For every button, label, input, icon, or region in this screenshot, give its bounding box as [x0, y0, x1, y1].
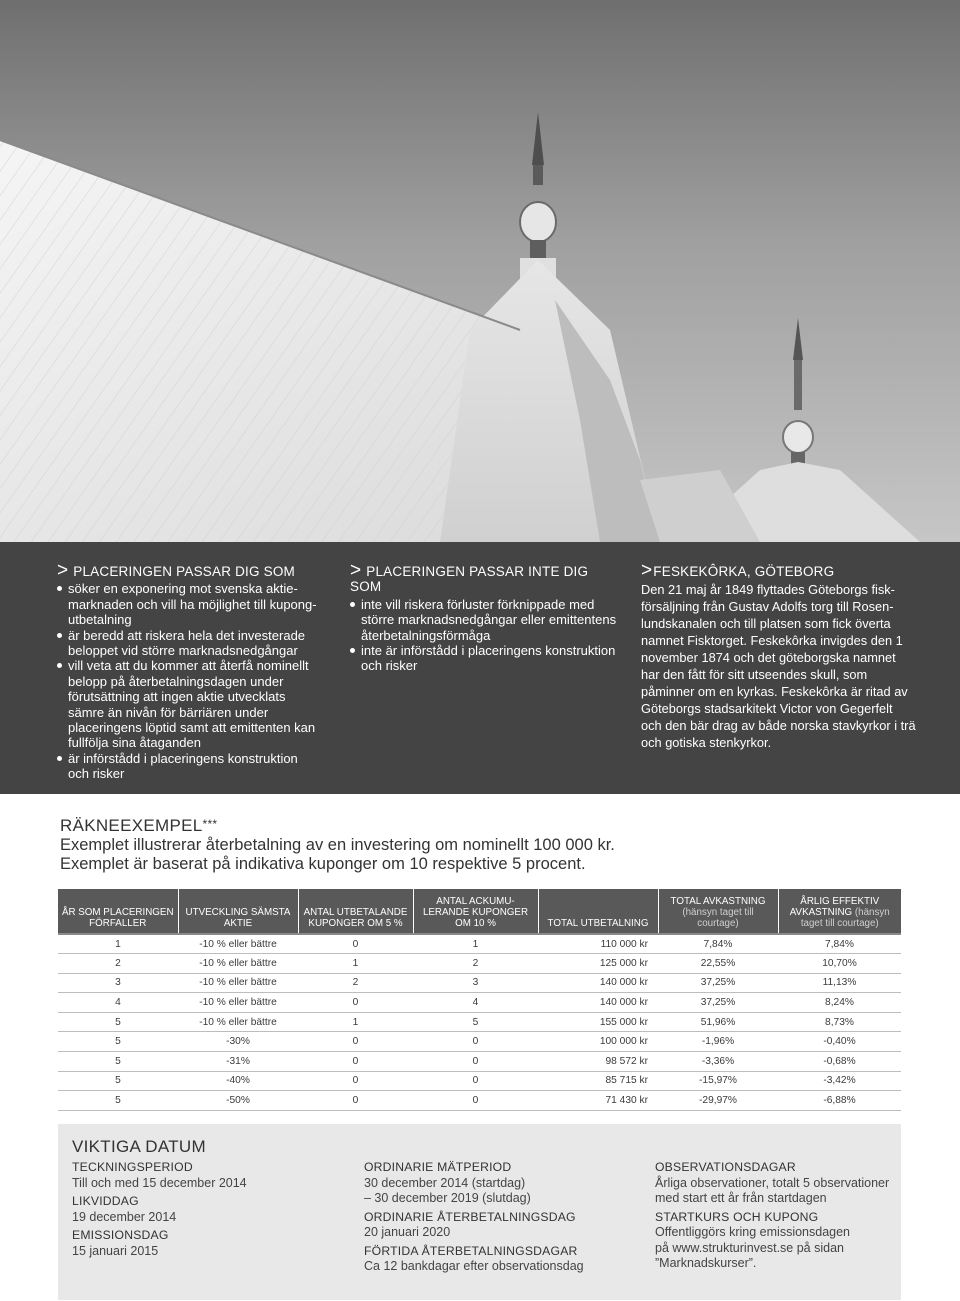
- table-cell: 0: [413, 1071, 538, 1091]
- table-cell: -10 % eller bättre: [178, 973, 298, 993]
- date-label: OBSERVATIONSDAGAR: [655, 1160, 796, 1174]
- table-cell: 0: [298, 1052, 413, 1072]
- calculation-example: [60, 816, 900, 874]
- table-cell: 1: [298, 1012, 413, 1032]
- table-cell: 2: [298, 973, 413, 993]
- table-cell: 37,25%: [658, 993, 778, 1013]
- date-label: ORDINARIE MÄTPERIOD: [364, 1160, 512, 1174]
- table-row: [58, 1052, 901, 1072]
- table-cell: 0: [413, 1032, 538, 1052]
- table-cell: 98 572 kr: [538, 1052, 658, 1072]
- table-cell: 0: [298, 934, 413, 954]
- date-label: ORDINARIE ÅTERBETALNINGSDAG: [364, 1209, 576, 1224]
- table-cell: 0: [298, 1091, 413, 1111]
- date-label: TECKNINGSPERIOD: [72, 1160, 193, 1174]
- dates-column-2: [364, 1160, 634, 1275]
- table-cell: 1: [413, 934, 538, 954]
- table-cell: 4: [413, 993, 538, 1013]
- date-value: på www.strukturinvest.se på sidan: [655, 1240, 844, 1255]
- table-body: [58, 934, 901, 1110]
- date-value: Till och med 15 december 2014: [72, 1175, 247, 1190]
- table-cell: 10,70%: [778, 954, 901, 974]
- table-cell: 5: [58, 1052, 178, 1072]
- date-value: 30 december 2014 (startdag): [364, 1175, 526, 1190]
- table-cell: -6,88%: [778, 1091, 901, 1111]
- date-value: 15 januari 2015: [72, 1243, 159, 1258]
- column-header: ÅR SOM PLACERINGEN FÖRFALLER: [58, 889, 178, 934]
- list-item: är beredd att riskera hela det investerade beloppet vid större marknadsnedgångar: [57, 628, 319, 659]
- table-cell: -10 % eller bättre: [178, 1012, 298, 1032]
- table-cell: 2: [413, 954, 538, 974]
- table-cell: -29,97%: [658, 1091, 778, 1111]
- list-item: inte är införstådd i placeringens konstruktion och risker: [350, 643, 622, 674]
- table-cell: -3,36%: [658, 1052, 778, 1072]
- table-row: [58, 954, 901, 974]
- table-row: [58, 934, 901, 954]
- important-dates: [58, 1124, 901, 1300]
- column-header: ANTAL ACKUMU-LERANDE KUPONGER OM 10 %: [413, 889, 538, 934]
- date-value: Offentliggörs kring emissionsdagen: [655, 1225, 851, 1239]
- table-row: [58, 1071, 901, 1091]
- info-band: [0, 542, 960, 794]
- table-cell: -10 % eller bättre: [178, 934, 298, 954]
- date-label: EMISSIONSDAG: [72, 1228, 169, 1242]
- dates-column-1: [72, 1160, 342, 1259]
- date-value: – 30 december 2019 (slutdag): [364, 1191, 531, 1205]
- table-cell: -40%: [178, 1071, 298, 1091]
- table-cell: -0,68%: [778, 1052, 901, 1072]
- table-cell: 7,84%: [658, 934, 778, 954]
- date-value: med start ett år från startdagen: [655, 1191, 827, 1205]
- table-row: [58, 993, 901, 1013]
- suitable-for-heading: > PLACERINGEN PASSAR DIG SOM: [57, 560, 295, 581]
- table-cell: -31%: [178, 1052, 298, 1072]
- table-cell: 140 000 kr: [538, 973, 658, 993]
- table-cell: 51,96%: [658, 1012, 778, 1032]
- table-cell: -50%: [178, 1091, 298, 1111]
- table-cell: 5: [58, 1032, 178, 1052]
- date-value: Ca 12 bankdagar efter observationsdag: [364, 1259, 584, 1273]
- dates-column-3: [655, 1160, 895, 1272]
- suitable-for-list: [57, 581, 319, 781]
- arrow-marker-icon: >: [641, 560, 653, 581]
- table-cell: 0: [413, 1052, 538, 1072]
- feskekorka-heading: >FESKEKÔRKA, GÖTEBORG: [641, 560, 835, 581]
- table-cell: 8,24%: [778, 993, 901, 1013]
- table-cell: 155 000 kr: [538, 1012, 658, 1032]
- table-cell: -10 % eller bättre: [178, 993, 298, 1013]
- arrow-marker-icon: >: [57, 560, 69, 581]
- column-header: TOTAL UTBETALNING: [538, 889, 658, 934]
- table-cell: 11,13%: [778, 973, 901, 993]
- column-header: UTVECKLING SÄMSTA AKTIE: [178, 889, 298, 934]
- example-line-2: Exemplet är baserat på indikativa kuponger om 10 respektive 5 procent.: [60, 855, 586, 873]
- dates-title: VIKTIGA DATUM: [72, 1137, 206, 1156]
- table-cell: 3: [58, 973, 178, 993]
- table-cell: 125 000 kr: [538, 954, 658, 974]
- suitable-for-column: [57, 560, 319, 782]
- table-row: [58, 973, 901, 993]
- example-title: RÄKNEEXEMPEL***: [60, 816, 218, 835]
- table-cell: 0: [413, 1091, 538, 1111]
- table-cell: 5: [58, 1012, 178, 1032]
- table-cell: 110 000 kr: [538, 934, 658, 954]
- table-cell: -30%: [178, 1032, 298, 1052]
- date-value: ”Marknadskurser”.: [655, 1256, 757, 1270]
- date-label: FÖRTIDA ÅTERBETALNINGSDAGAR: [364, 1243, 578, 1258]
- date-label: LIKVIDDAG: [72, 1194, 139, 1208]
- list-item: är införstådd i placeringens konstruktion och risker: [57, 751, 319, 782]
- example-table: [58, 889, 901, 1111]
- table-cell: 0: [298, 1032, 413, 1052]
- list-item: söker en exponering mot svenska aktie-marknaden och vill ha möjlighet till kupong-utbetalning: [57, 581, 319, 627]
- table-cell: 22,55%: [658, 954, 778, 974]
- table-cell: 5: [58, 1091, 178, 1111]
- table-row: [58, 1012, 901, 1032]
- list-item: vill veta att du kommer att återfå nominellt belopp på återbetalningsdagen under förutsättning att ingen aktie utvecklats sämre än nivån för bärriären under placeringens löptid samt att emittenten kan fullfölja sina åtaganden: [57, 658, 319, 750]
- table-cell: 85 715 kr: [538, 1071, 658, 1091]
- church-photo: [0, 0, 960, 542]
- table-cell: 71 430 kr: [538, 1091, 658, 1111]
- feskekorka-column: [641, 560, 916, 751]
- table-cell: 7,84%: [778, 934, 901, 954]
- table-cell: 0: [298, 993, 413, 1013]
- table-row: [58, 1032, 901, 1052]
- arrow-marker-icon: >: [350, 560, 362, 581]
- example-line-1: Exemplet illustrerar återbetalning av en investering om nominellt 100 000 kr.: [60, 836, 615, 854]
- date-value: Årliga observationer, totalt 5 observationer: [655, 1175, 890, 1190]
- table-cell: 37,25%: [658, 973, 778, 993]
- not-suitable-for-column: [350, 560, 622, 674]
- table-cell: 1: [58, 934, 178, 954]
- date-value: 19 december 2014: [72, 1209, 177, 1224]
- date-value: 20 januari 2020: [364, 1225, 451, 1239]
- column-header: TOTAL AVKASTNING (hänsyn taget till courtage): [658, 889, 778, 934]
- table-cell: -3,42%: [778, 1071, 901, 1091]
- table-cell: 8,73%: [778, 1012, 901, 1032]
- table-cell: 2: [58, 954, 178, 974]
- table-cell: 1: [298, 954, 413, 974]
- list-item: inte vill riskera förluster förknippade med större marknadsnedgångar eller emittentens återbetalningsförmåga: [350, 597, 622, 643]
- column-header: ANTAL UTBETALANDE KUPONGER OM 5 %: [298, 889, 413, 934]
- table-cell: -15,97%: [658, 1071, 778, 1091]
- table-cell: 0: [298, 1071, 413, 1091]
- date-label: STARTKURS OCH KUPONG: [655, 1209, 819, 1224]
- table-row: [58, 1091, 901, 1111]
- column-header: ÅRLIG EFFEKTIV AVKASTNING (hänsyn taget till courtage): [778, 889, 901, 934]
- feskekorka-text: Den 21 maj år 1849 flyttades Göteborgs fisk-försäljning från Gustav Adolfs torg till Rosen-lundskanalen och till platsen som fick överta namnet Fisktorget. Feskekôrka invigdes den 1 november 1874 och det göteborgska namnet har den fått för sitt utseendes skull, som påminner om en kyrkas. Feskekôrka är ritad av Göteborgs stadsarkitekt Victor von Gegerfelt och den bär drag av både norska stavkyrkor i trä och gotiska stenkyrkor.: [641, 582, 916, 751]
- table-cell: 100 000 kr: [538, 1032, 658, 1052]
- table-cell: -0,40%: [778, 1032, 901, 1052]
- table-cell: 140 000 kr: [538, 993, 658, 1013]
- table-cell: -10 % eller bättre: [178, 954, 298, 974]
- table-cell: 5: [413, 1012, 538, 1032]
- table-cell: 4: [58, 993, 178, 1013]
- table-cell: 5: [58, 1071, 178, 1091]
- table-header-row: [58, 889, 901, 934]
- table-cell: -1,96%: [658, 1032, 778, 1052]
- not-suitable-for-heading: > PLACERINGEN PASSAR INTE DIG SOM: [350, 560, 589, 595]
- table-cell: 3: [413, 973, 538, 993]
- not-suitable-for-list: [350, 597, 622, 674]
